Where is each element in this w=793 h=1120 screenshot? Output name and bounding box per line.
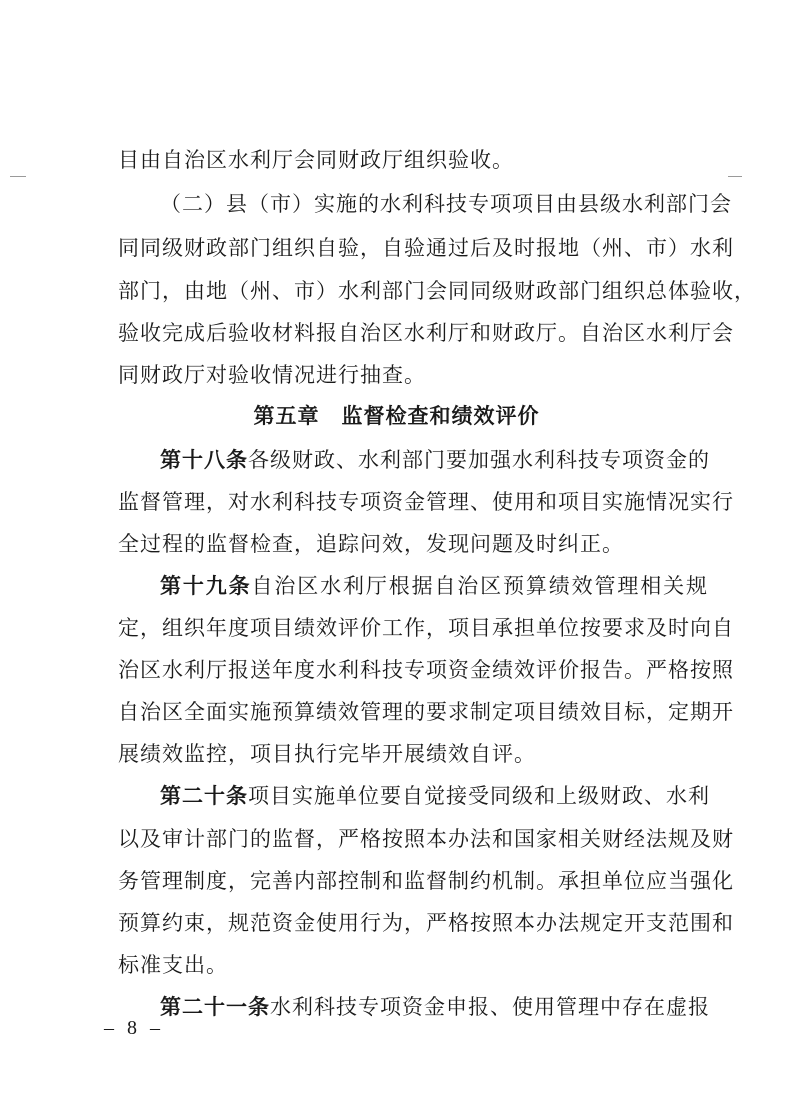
article-title: 第二十一条 — [160, 995, 270, 1019]
article-title: 第十八条 — [160, 448, 248, 472]
text-line: 同财政厅对验收情况进行抽查。 — [118, 363, 426, 387]
article-title: 第二十条 — [160, 784, 248, 808]
text-line: 标准支出。 — [118, 953, 228, 977]
scan-mark-left — [10, 176, 26, 177]
text-line: 部门，由地（州、市）水利部门会同同级财政部门组织总体验收， — [118, 279, 756, 303]
article-text: 水利科技专项资金申报、使用管理中存在虚报 — [270, 995, 710, 1019]
page-number: – 8 – — [104, 1017, 164, 1039]
text-line: 自治区全面实施预算绩效管理的要求制定项目绩效目标，定期开 — [118, 700, 734, 724]
text-line: 以及审计部门的监督，严格按照本办法和国家相关财经法规及财 — [118, 827, 734, 851]
text-line: 务管理制度，完善内部控制和监督制约机制。承担单位应当强化 — [118, 869, 734, 893]
article-text: 自治区水利厅根据自治区预算绩效管理相关规 — [251, 574, 709, 598]
article-first-line — [160, 573, 708, 599]
text-line: 预算约束，规范资金使用行为，严格按照本办法规定开支范围和 — [118, 911, 734, 935]
article-first-line — [160, 447, 708, 473]
text-line: 验收完成后验收材料报自治区水利厅和财政厅。自治区水利厅会 — [118, 321, 734, 345]
text-line: （二）县（市）实施的水利科技专项项目由县级水利部门会 — [160, 192, 732, 216]
chapter-heading: 第五章 监督检查和绩效评价 — [253, 404, 540, 428]
article-title: 第十九条 — [160, 574, 252, 598]
article-first-line — [160, 994, 708, 1020]
text-line: 监督管理，对水利科技专项资金管理、使用和项目实施情况实行 — [118, 490, 734, 514]
article-text: 各级财政、水利部门要加强水利科技专项资金的 — [248, 448, 710, 472]
text-line: 目由自治区水利厅会同财政厅组织验收。 — [118, 148, 514, 172]
text-line: 展绩效监控，项目执行完毕开展绩效自评。 — [118, 742, 536, 766]
scan-mark-right — [728, 176, 742, 177]
article-text: 项目实施单位要自觉接受同级和上级财政、水利 — [248, 784, 710, 808]
article-first-line — [160, 783, 708, 809]
text-line: 同同级财政部门组织自验，自验通过后及时报地（州、市）水利 — [118, 236, 734, 260]
text-line: 治区水利厅报送年度水利科技专项资金绩效评价报告。严格按照 — [118, 658, 734, 682]
text-line: 定，组织年度项目绩效评价工作，项目承担单位按要求及时向自 — [118, 616, 734, 640]
text-line: 全过程的监督检查，追踪问效，发现问题及时纠正。 — [118, 532, 624, 556]
